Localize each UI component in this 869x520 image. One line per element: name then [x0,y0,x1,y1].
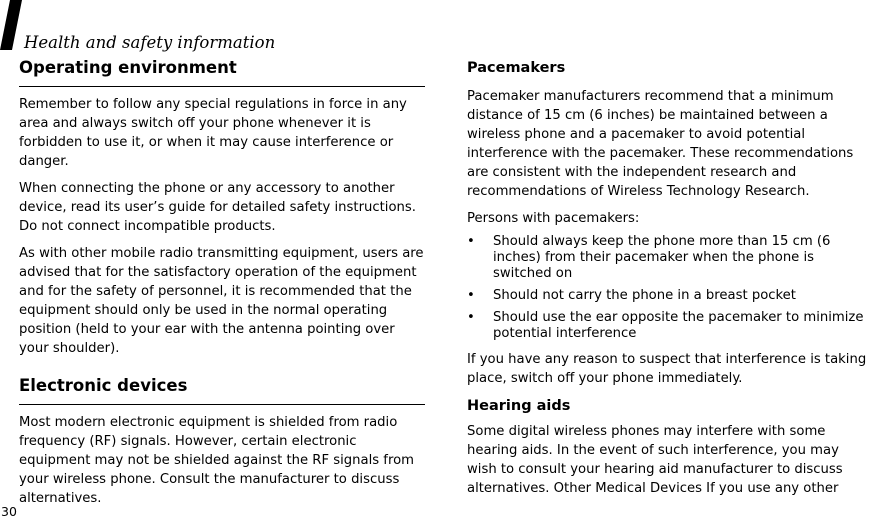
page-header-title: Health and safety information [24,33,276,52]
pacemakers-closing: If you have any reason to suspect that interference is taking place, switch off your phone immediately. [467,352,867,386]
list-item [467,288,869,304]
right-column [467,58,869,506]
bullet-icon: • [467,310,475,325]
list-item-text: Should always keep the phone more than 15 cm (6 inches) from their pacemaker when the phone is switched on [493,234,831,281]
header-accent-bar [0,0,22,50]
operating-paragraph: When connecting the phone or any accessory to another device, read its user’s guide for detailed safety instructions. Do not connect incompatible products. [19,181,416,234]
electronic-paragraph: Most modern electronic equipment is shielded from radio frequency (RF) signals. However, certain electronic equipment may not be shielded against the RF signals from your wireless phone. Consult the manufacturer to discuss alternatives. [19,415,414,506]
pacemakers-bullet-list [467,234,869,342]
electronic-devices-heading: Electronic devices [19,376,425,405]
operating-paragraph: As with other mobile radio transmitting equipment, users are advised that for the satisfactory operation of the equipment and for the safety of personnel, it is recommended that the equipment should only be used in the normal operating position (held to your ear with the antenna pointing over your shoulder). [19,246,424,356]
left-column [19,58,425,516]
bullet-icon: • [467,234,475,249]
list-item-text: Should not carry the phone in a breast pocket [493,288,796,303]
hearing-aids-paragraph: Some digital wireless phones may interfere with some hearing aids. In the event of such interference, you may wish to consult your hearing aid manufacturer to discuss alternatives. Other Medical Devices If you use any other [467,424,843,496]
pacemakers-heading: Pacemakers [467,60,566,76]
operating-paragraph: Remember to follow any special regulations in force in any area and always switch off your phone whenever it is forbidden to use it, or when it may cause interference or danger. [19,97,407,169]
list-item [467,310,869,342]
pacemakers-intro: Pacemaker manufacturers recommend that a minimum distance of 15 cm (6 inches) be maintained between a wireless phone and a pacemaker to avoid potential interference with the pacemaker. These recommendations are consistent with the independent research and recommendations of Wireless Technology Research. [467,89,854,199]
pacemakers-persons-label: Persons with pacemakers: [467,211,640,226]
bullet-icon: • [467,288,475,303]
list-item [467,234,869,282]
operating-environment-heading: Operating environment [19,58,425,87]
hearing-aids-heading: Hearing aids [467,398,571,414]
page-number: 30 [1,504,17,519]
list-item-text: Should use the ear opposite the pacemaker to minimize potential interference [493,310,864,341]
